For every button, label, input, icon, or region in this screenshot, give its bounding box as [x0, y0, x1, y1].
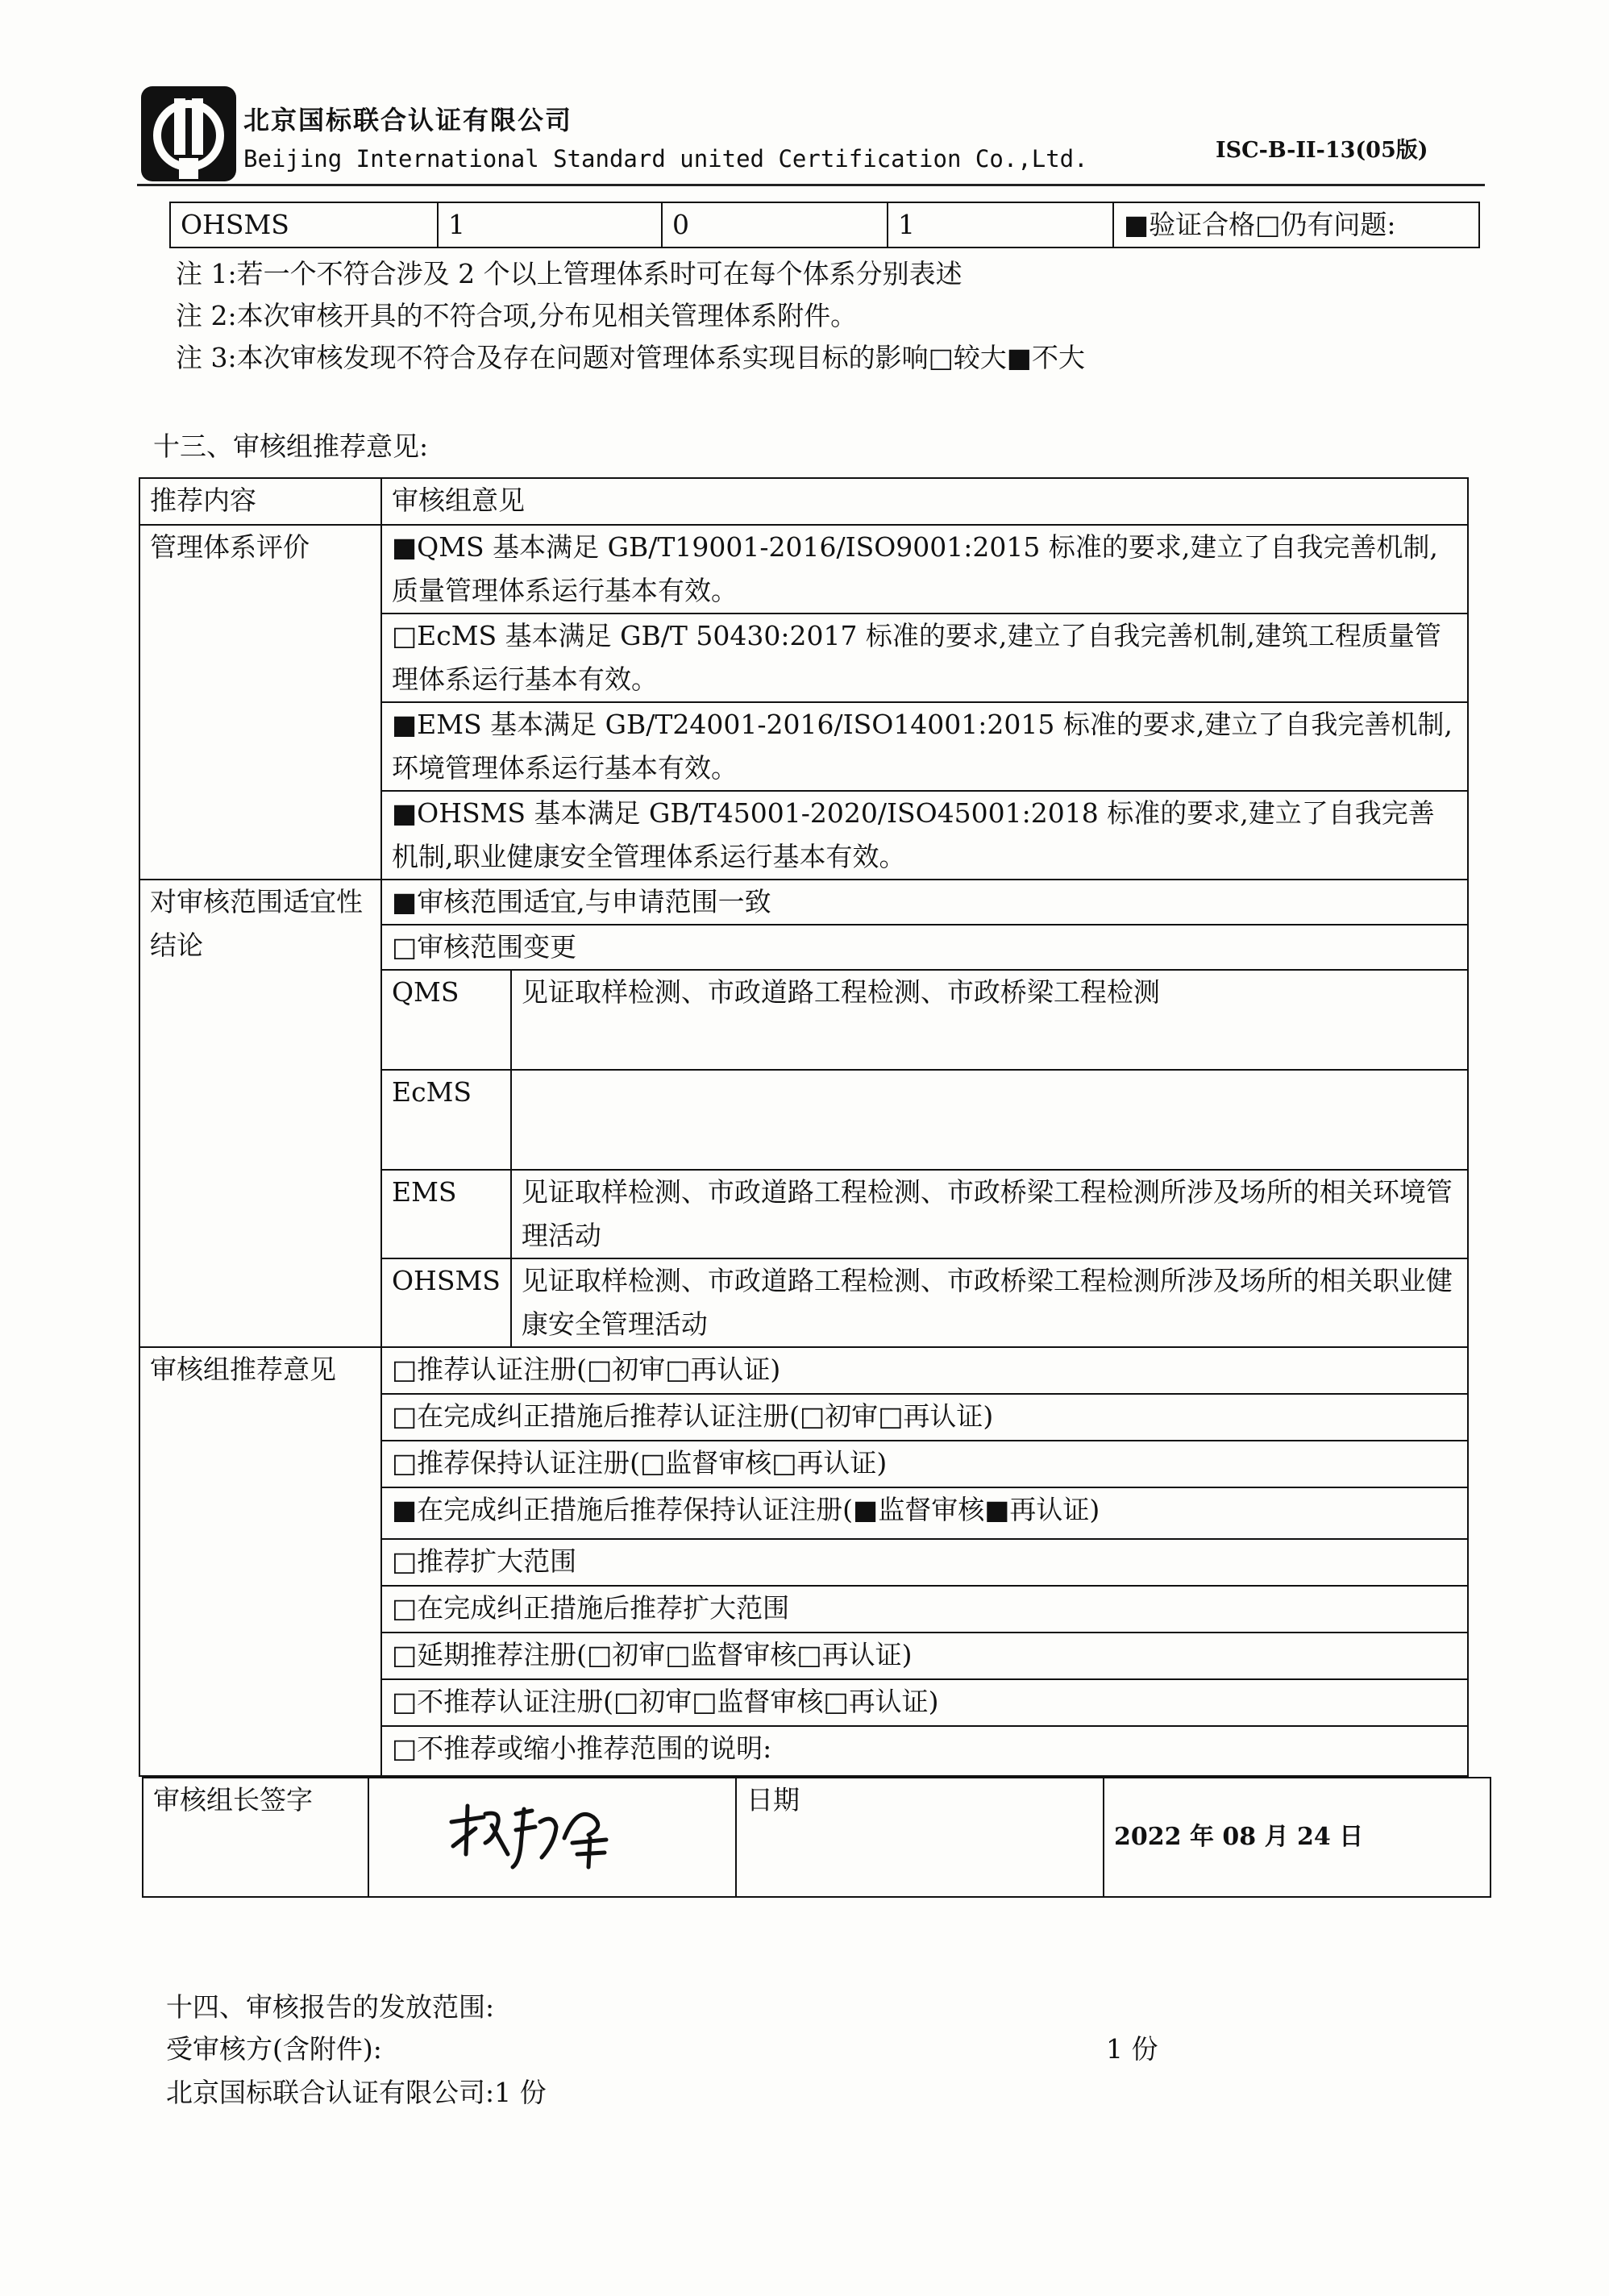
- rec-option-5: □推荐扩大范围: [381, 1539, 1468, 1586]
- eval-item-ems: ■EMS 基本满足 GB/T24001-2016/ISO14001:2015 标准的要求,建立了自我完善机制,环境管理体系运行基本有效。: [381, 702, 1468, 791]
- sign-label: 审核组长签字: [143, 1778, 368, 1897]
- document-code: ISC-B-II-13(05版): [1216, 138, 1428, 163]
- scope-sys-ecms: EcMS: [381, 1070, 511, 1170]
- ohsms-cell-count-c: 1: [888, 202, 1113, 247]
- distribution-auditee-copies: 1 份: [1106, 2033, 1158, 2065]
- scope-text-ecms: [511, 1070, 1468, 1170]
- scope-label: 对审核范围适宜性结论: [139, 880, 381, 1347]
- ohsms-cell-count-a: 1: [438, 202, 662, 247]
- company-name-en: Beijing International Standard united Certification Co.,Ltd.: [243, 145, 1088, 173]
- handwritten-signature-icon: [435, 1790, 629, 1878]
- rec-option-2: □在完成纠正措施后推荐认证注册(□初审□再认证): [381, 1394, 1468, 1441]
- note-1: 注 1:若一个不符合涉及 2 个以上管理体系时可在每个体系分别表述: [176, 258, 962, 289]
- company-name-cn: 北京国标联合认证有限公司: [243, 105, 573, 135]
- head-audit-team-opinion: 审核组意见: [381, 478, 1468, 525]
- date-value: 2022 年 08 月 24 日: [1104, 1778, 1491, 1897]
- ohsms-cell-system: OHSMS: [170, 202, 438, 247]
- eval-item-ecms: □EcMS 基本满足 GB/T 50430:2017 标准的要求,建立了自我完善机制,建筑工程质量管理体系运行基本有效。: [381, 614, 1468, 702]
- head-recommend-content: 推荐内容: [139, 478, 381, 525]
- rec-label: 审核组推荐意见: [139, 1347, 381, 1776]
- scope-text-qms: 见证取样检测、市政道路工程检测、市政桥梁工程检测: [511, 970, 1468, 1070]
- rec-option-7: □延期推荐注册(□初审□监督审核□再认证): [381, 1633, 1468, 1679]
- distribution-company-line: 北京国标联合认证有限公司:1 份: [166, 2077, 547, 2108]
- rec-option-6: □在完成纠正措施后推荐扩大范围: [381, 1586, 1468, 1633]
- eval-label: 管理体系评价: [139, 525, 381, 880]
- ohsms-nonconformity-row: [169, 202, 1480, 248]
- rec-option-8: □不推荐认证注册(□初审□监督审核□再认证): [381, 1679, 1468, 1726]
- scope-sys-ohsms: OHSMS: [381, 1258, 511, 1347]
- section-14-title: 十四、审核报告的发放范围:: [166, 1991, 495, 2023]
- ohsms-cell-verification: ■验证合格□仍有问题:: [1113, 202, 1479, 247]
- rec-option-9: □不推荐或缩小推荐范围的说明:: [381, 1726, 1468, 1776]
- distribution-auditee-label: 受审核方(含附件):: [166, 2033, 382, 2065]
- date-label: 日期: [736, 1778, 1104, 1897]
- eval-item-ohsms: ■OHSMS 基本满足 GB/T45001-2020/ISO45001:2018 标准的要求,建立了自我完善机制,职业健康安全管理体系运行基本有效。: [381, 791, 1468, 880]
- note-3: 注 3:本次审核发现不符合及存在问题对管理体系实现目标的影响□较大■不大: [176, 342, 1085, 373]
- eval-item-qms: ■QMS 基本满足 GB/T19001-2016/ISO9001:2015 标准的要求,建立了自我完善机制,质量管理体系运行基本有效。: [381, 525, 1468, 614]
- scope-sys-qms: QMS: [381, 970, 511, 1070]
- scope-option-changed: □审核范围变更: [381, 925, 1468, 970]
- header-divider: [137, 184, 1485, 186]
- scope-text-ems: 见证取样检测、市政道路工程检测、市政桥梁工程检测所涉及场所的相关环境管理活动: [511, 1170, 1468, 1258]
- recommendation-table: [139, 477, 1469, 1777]
- scope-sys-ems: EMS: [381, 1170, 511, 1258]
- rec-option-1: □推荐认证注册(□初审□再认证): [381, 1347, 1468, 1394]
- note-2: 注 2:本次审核开具的不符合项,分布见相关管理体系附件。: [176, 300, 858, 331]
- company-logo-icon: [139, 84, 239, 184]
- rec-option-4: ■在完成纠正措施后推荐保持认证注册(■监督审核■再认证): [381, 1487, 1468, 1539]
- signature-table: [142, 1777, 1491, 1898]
- rec-option-3: □推荐保持认证注册(□监督审核□再认证): [381, 1441, 1468, 1487]
- scope-text-ohsms: 见证取样检测、市政道路工程检测、市政桥梁工程检测所涉及场所的相关职业健康安全管理活动: [511, 1258, 1468, 1347]
- ohsms-cell-count-b: 0: [662, 202, 888, 247]
- scope-option-appropriate: ■审核范围适宜,与申请范围一致: [381, 880, 1468, 925]
- section-13-title: 十三、审核组推荐意见:: [153, 430, 429, 462]
